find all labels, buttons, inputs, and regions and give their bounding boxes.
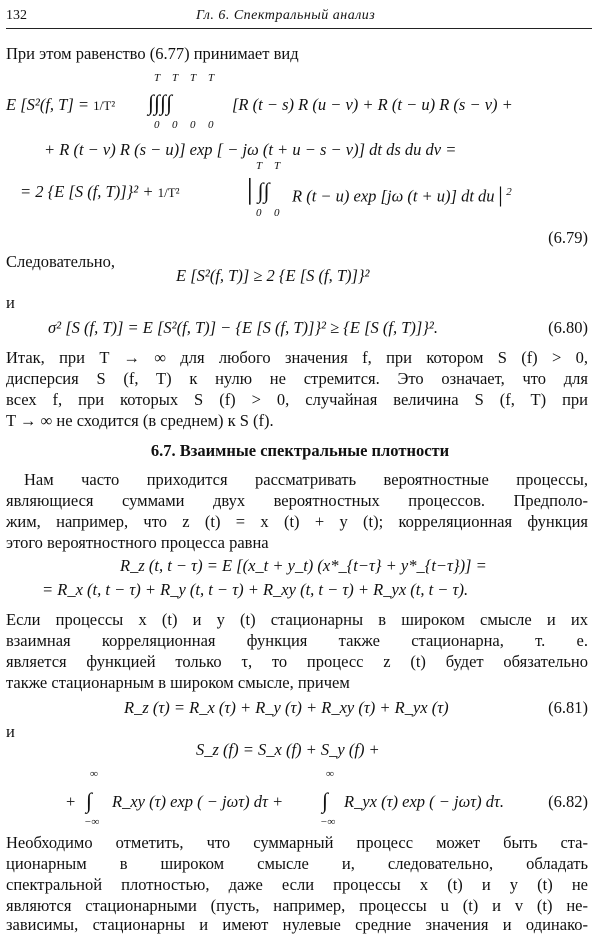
page-number: 132 xyxy=(6,8,27,23)
eq-part: R (t − u) exp [jω (t + u)] dt du│$^2$ xyxy=(292,186,512,206)
upper-limit: ∞ xyxy=(90,768,98,780)
text-line: Необходимо отметить, что суммарный процесс может быть ста- xyxy=(6,833,588,852)
integral-group xyxy=(148,72,228,132)
text-line: Итак, при T → ∞ для любого значения f, при котором S (f) > 0, xyxy=(6,348,588,367)
page-header xyxy=(6,6,592,29)
equation-number: (6.82) xyxy=(548,792,588,811)
equation-inequality: E [S²(f, T)] ≥ 2 {E [S (f, T)]}² xyxy=(176,266,370,285)
fraction: 1/T² xyxy=(93,98,116,113)
eq-part: E [S²(f, T] = xyxy=(6,95,94,114)
lower-limit: 0 xyxy=(154,119,160,131)
equation-6-80: σ² [S (f, T)] = E [S²(f, T)] − {E [S (f, T)]}² ≥ {E [S (f, T)]}². xyxy=(48,318,438,337)
running-title: Гл. 6. Спектральный анализ xyxy=(196,8,376,23)
upper-limit: T xyxy=(208,72,215,84)
equation-6-81: R_z (τ) = R_x (τ) + R_y (τ) + R_xy (τ) + R_yx (τ) xyxy=(124,698,449,717)
text-line: этого вероятностного процесса равна xyxy=(6,533,269,552)
lower-limit: 0 xyxy=(172,119,178,131)
integral-group xyxy=(84,768,114,830)
lower-limit: 0 xyxy=(274,207,280,219)
text-line: зависимы, стационарны и имеют нулевые средние значения и одинако- xyxy=(6,915,588,934)
lower-limit: −∞ xyxy=(320,816,336,828)
integral-sign: ∫ xyxy=(322,788,329,813)
equation-6-79-line-b: + R (t − v) R (s − u)] exp [ − jω (t + u − s − v)] dt ds du dv = xyxy=(44,140,457,159)
text-line: также стационарным в широком смысле, причем xyxy=(6,673,350,692)
integral-sign: ∫∫∫∫ xyxy=(148,90,173,115)
text-line: T → ∞ не сходится (в среднем) к S (f). xyxy=(6,411,274,430)
upper-limit: T xyxy=(190,72,197,84)
equation-number: (6.81) xyxy=(548,698,588,717)
eq-part: R (t − u) exp [jω (t + u)] dt du xyxy=(292,186,495,206)
fraction: 1/T² xyxy=(157,185,180,200)
eq-part: R_xy (τ) exp ( − jωτ) dτ + xyxy=(112,792,284,811)
lower-limit: 0 xyxy=(256,207,262,219)
text-line: являющиеся суммами двух вероятностных процессов. Предполо- xyxy=(6,491,588,510)
upper-limit: T xyxy=(256,160,263,172)
lower-limit: 0 xyxy=(208,119,214,131)
upper-limit: T xyxy=(154,72,161,84)
exponent: 2 xyxy=(506,186,512,198)
upper-limit: T xyxy=(172,72,179,84)
equation-6-79-line-a xyxy=(6,95,115,116)
equation-6-79-line-c xyxy=(20,182,180,203)
eq-part: [R (t − s) R (u − v) + R (t − u) R (s − v) + xyxy=(232,95,513,114)
text-line: жим, например, что z (t) = x (t) + y (t); корреляционная функция xyxy=(6,512,588,531)
text-line: спектральной плотностью, даже если процессы x (t) и y (t) не xyxy=(6,875,588,894)
text-line: Следовательно, xyxy=(6,252,115,271)
equation-correlation-b: = R_x (t, t − τ) + R_y (t, t − τ) + R_xy (t, t − τ) + R_yx (t, t − τ). xyxy=(42,580,469,599)
text-line: Если процессы x (t) и y (t) стационарны в широком смысле и их xyxy=(6,610,588,629)
equation-number: (6.80) xyxy=(548,318,588,337)
upper-limit: T xyxy=(274,160,281,172)
text-line: являются стационарными (пусть, например, процессы u (t) и v (t) не- xyxy=(6,896,588,915)
eq-part: R_yx (τ) exp ( − jωτ) dτ. xyxy=(344,792,505,811)
lower-limit: −∞ xyxy=(84,816,100,828)
plus-sign: + xyxy=(66,792,76,811)
text-line: При этом равенство (6.77) принимает вид xyxy=(6,44,299,63)
section-heading: 6.7. Взаимные спектральные плотности xyxy=(150,441,450,460)
text-line: Нам часто приходится рассматривать вероятностные процессы, xyxy=(24,470,588,489)
lower-limit: 0 xyxy=(190,119,196,131)
text-line: и xyxy=(6,293,15,312)
text-line: всех f, при которых S (f) > 0, случайная величина S (f, T) при xyxy=(6,390,588,409)
text-line: ционарным в широком смысле и, следовательно, обладать xyxy=(6,854,588,873)
equation-number: (6.79) xyxy=(548,228,588,247)
equation-correlation-a: R_z (t, t − τ) = E [(x_t + y_t) (x*_{t−τ} + y*_{t−τ})] = xyxy=(120,556,487,575)
text-line: и xyxy=(6,722,15,741)
text-line: является функцией только τ, то процесс z (t) будет обязательно xyxy=(6,652,588,671)
text-line: дисперсия S (f, T) к нулю не стремится. Это означает, что для xyxy=(6,369,588,388)
integral-sign: ∫ xyxy=(86,788,93,813)
upper-limit: ∞ xyxy=(326,768,334,780)
eq-part: = 2 {E [S (f, T)]}² + xyxy=(20,182,158,201)
integral-sign: │∫∫ xyxy=(242,178,270,203)
equation-6-82-line-a: S_z (f) = S_x (f) + S_y (f) + xyxy=(196,740,380,759)
text-line: взаимная корреляционная функция также стационарна, т. е. xyxy=(6,631,588,650)
